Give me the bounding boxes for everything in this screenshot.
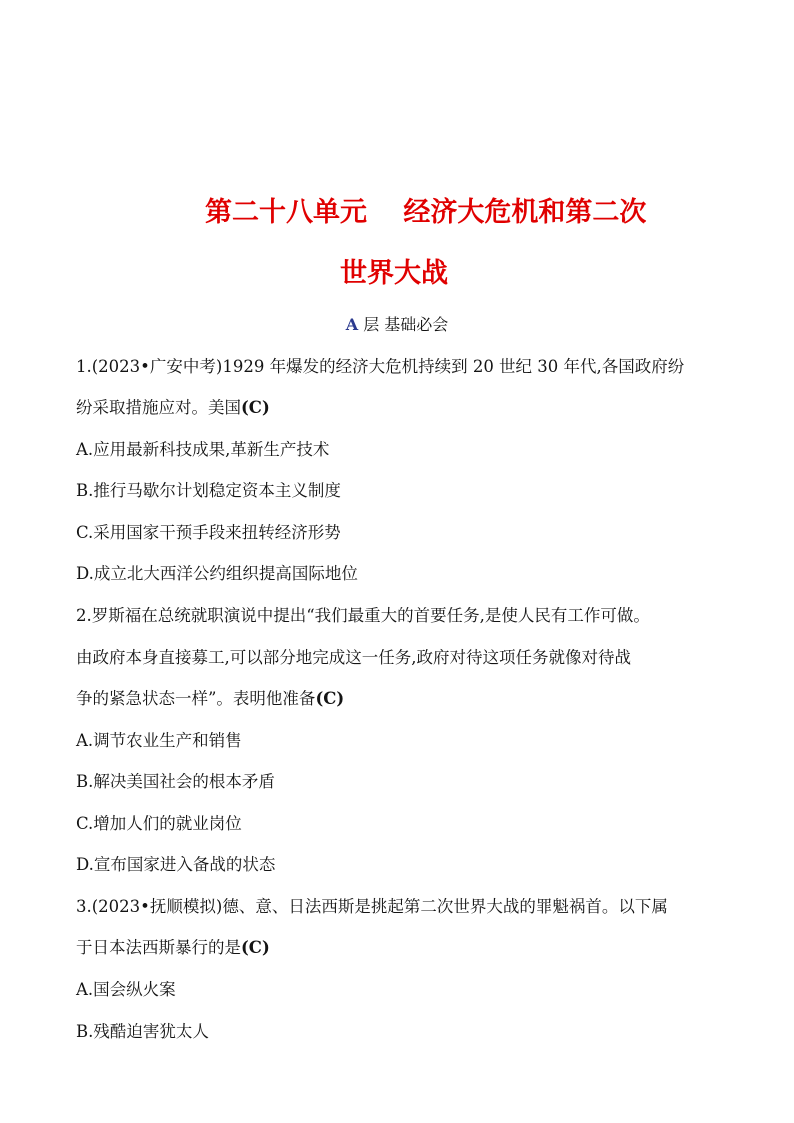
question-1-answer: (C) (241, 398, 270, 417)
question-1-stem-line-1: 1.(2023•广安中考)1929 年爆发的经济大危机持续到 20 世纪 30 年代,各国政府纷 (76, 357, 685, 376)
question-2-stem-text: 争的紧急状态一样”。表明他准备 (76, 689, 316, 708)
question-3-stem-line-2 (76, 937, 270, 959)
section-heading (0, 314, 794, 336)
question-1-option-a: A.应用最新科技成果,革新生产技术 (76, 440, 330, 459)
question-2-option-d: D.宣布国家进入备战的状态 (76, 855, 276, 874)
question-2-option-c: C.增加人们的就业岗位 (76, 814, 242, 833)
question-3-option-a: A.国会纵火案 (76, 980, 176, 999)
question-2-stem-line-1: 2.罗斯福在总统就职演说中提出“我们最重大的首要任务,是使人民有工作可做。 (76, 606, 650, 625)
section-label: 层 基础必会 (358, 315, 449, 334)
question-1-option-c: C.采用国家干预手段来扭转经济形势 (76, 523, 341, 542)
unit-title-line-2: 世界大战 (340, 258, 448, 289)
section-letter: A (345, 315, 359, 334)
question-3-stem-line-1: 3.(2023•抚顺模拟)德、意、日法西斯是挑起第二次世界大战的罪魁祸首。以下属 (76, 897, 668, 916)
question-3-stem-text: 于日本法西斯暴行的是 (76, 938, 241, 957)
question-2-option-a: A.调节农业生产和销售 (76, 731, 242, 750)
question-1-option-d: D.成立北大西洋公约组织提高国际地位 (76, 564, 358, 583)
question-3-option-b: B.残酷迫害犹太人 (76, 1022, 209, 1041)
unit-title-line-1: 第二十八单元 经济大危机和第二次 (205, 197, 647, 228)
question-3-answer: (C) (241, 938, 270, 957)
question-2-option-b: B.解决美国社会的根本矛盾 (76, 772, 275, 791)
question-2-answer: (C) (315, 689, 345, 708)
question-2-stem-line-3 (76, 688, 344, 710)
question-2-stem-line-2: 由政府本身直接募工,可以部分地完成这一任务,政府对待这项任务就像对待战 (76, 648, 631, 667)
question-1-stem-line-2 (76, 397, 270, 419)
question-1-option-b: B.推行马歇尔计划稳定资本主义制度 (76, 481, 341, 500)
question-1-stem-text: 纷采取措施应对。美国 (76, 398, 241, 417)
